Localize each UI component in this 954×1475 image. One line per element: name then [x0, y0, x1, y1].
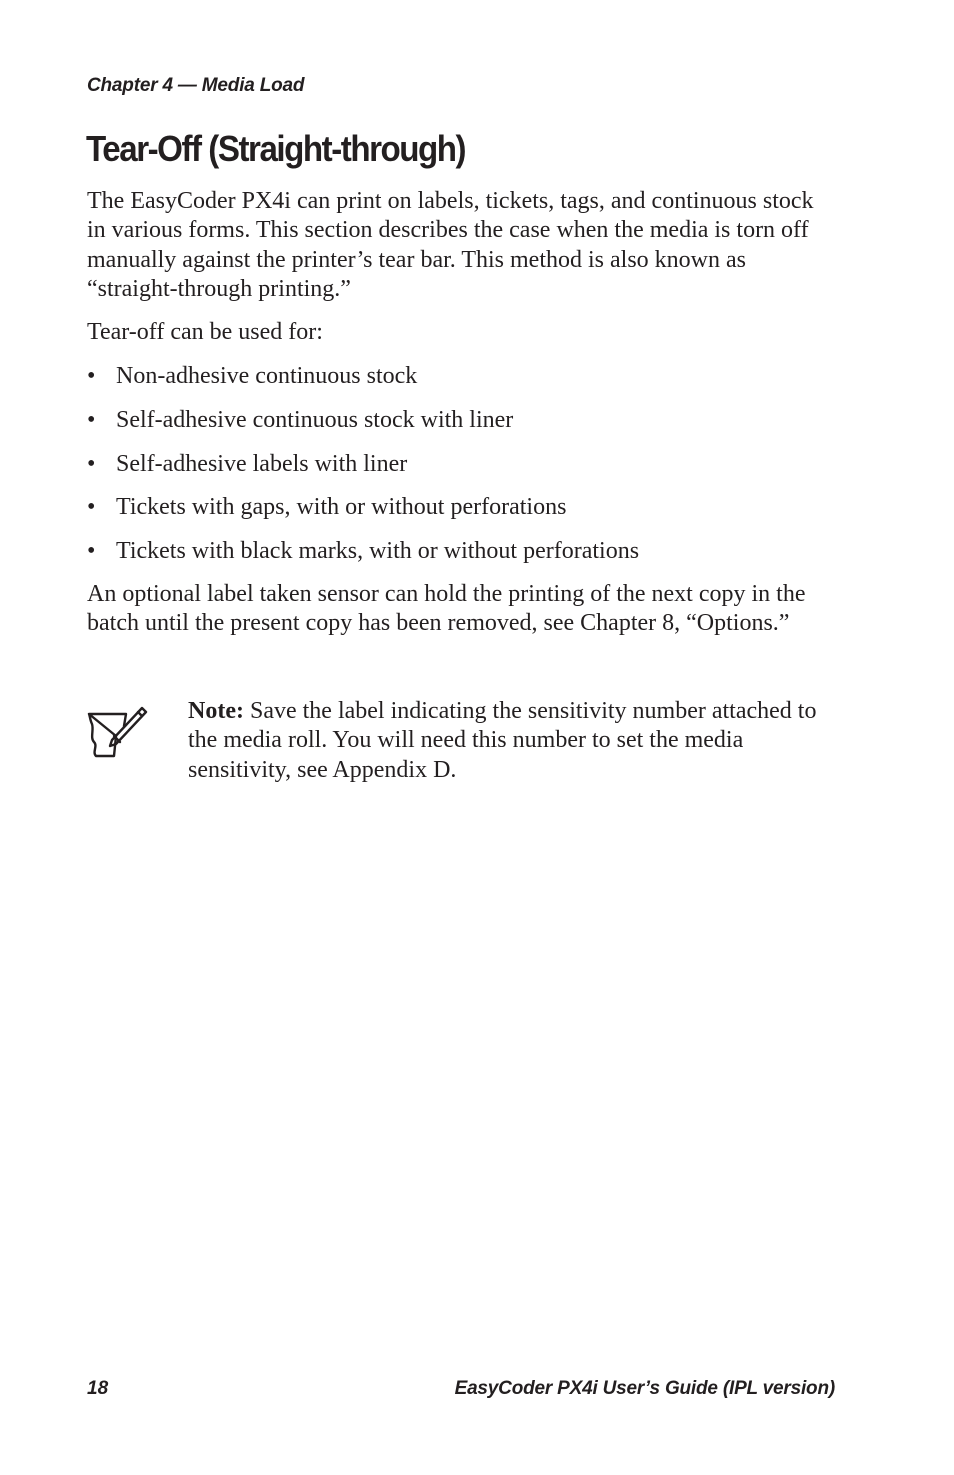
- bullet-icon: •: [87, 450, 96, 477]
- bullet-icon: •: [87, 538, 96, 565]
- list-item: [87, 493, 639, 537]
- uses-lead: Tear-off can be used for:: [87, 319, 323, 345]
- list-item-text: Tickets with black marks, with or without perforations: [116, 538, 640, 565]
- book-title: EasyCoder PX4i User’s Guide (IPL version): [454, 1378, 835, 1399]
- list-item: [87, 362, 639, 406]
- bullet-icon: •: [87, 363, 96, 389]
- page-number: 18: [87, 1378, 109, 1399]
- list-item-text: Self-adhesive labels with liner: [116, 450, 408, 477]
- pencil-note-icon: [86, 700, 148, 762]
- note-label: Note:: [188, 698, 244, 724]
- bullet-icon: •: [87, 494, 96, 521]
- list-item: [87, 406, 639, 450]
- bullet-icon: •: [87, 406, 96, 433]
- page-title: Tear-Off (Straight-through): [86, 128, 466, 169]
- list-item: [87, 537, 639, 581]
- uses-list: [87, 362, 639, 581]
- running-head: Chapter 4 — Media Load: [87, 75, 305, 96]
- optional-sensor-paragraph: An optional label taken sensor can hold the printing of the next copy in the batch until the present copy has been removed, see Chapter 8, “Options.”: [87, 581, 806, 637]
- list-item-text: Self-adhesive continuous stock with liner: [116, 406, 514, 433]
- list-item-text: Tickets with gaps, with or without perforations: [116, 494, 567, 521]
- intro-paragraph: The EasyCoder PX4i can print on labels, tickets, tags, and continuous stock in various forms. This section describes the case when the media is torn off manually against the printer’s tear bar. This method is also known as “straight-through printing.”: [87, 188, 814, 302]
- list-item: [87, 450, 639, 494]
- note-text: [188, 697, 848, 785]
- list-item-text: Non-adhesive continuous stock: [116, 363, 418, 389]
- note-body: Save the label indicating the sensitivity number attached to the media roll. You will need this number to set the media sensitivity, see Appendix D.: [188, 698, 817, 783]
